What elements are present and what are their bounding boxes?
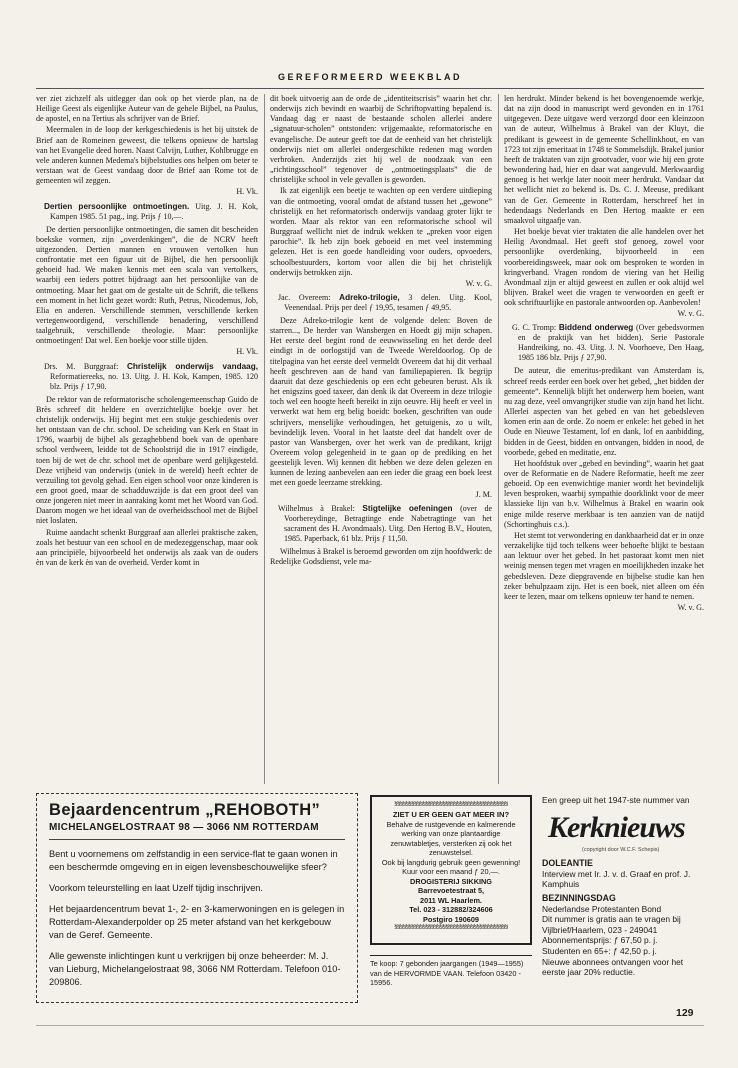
ad-text: Vijlbrief/Haarlem, 023 - 249041 [542, 924, 658, 935]
ad-kerknieuws [542, 795, 706, 995]
ad-address: MICHELANGELOSTRAAT 98 — 3066 NM ROTTERDAM [49, 822, 319, 833]
book-details: (over de Voorbereydinge, Betragtinge ende Nabetragtinge van het sacrament des H. Avondmaals). Uitg. Den Hertog B.V., Houten, 1985. Paperback, 61 blz. Prijs ƒ 11,50. [284, 503, 493, 543]
signature: W. v. G. [465, 278, 492, 288]
ad-rehoboth [36, 793, 358, 1003]
decorative-border-icon: §§§§§§§§§§§§§§§§§§§§§§§§§§§§§§§§§§§§§§§§ [394, 801, 508, 807]
column-rule [498, 94, 499, 784]
book-details: Uitg. J. H. Kok, Kampen 1985. 51 pag., ing. Prijs ƒ 10,—. [50, 201, 258, 221]
header-rule [36, 88, 704, 89]
signature: H. Vk. [236, 347, 258, 357]
paragraph: Deze Adreko-trilogie kent de volgende delen: Boven de starren..., De herder van Wansbergen en Hoedt gij mijn schapen. Het eerste deel begint rond de eeuwwisseling en het derde deel eindigt in de oorlogstijd van de Tweede Wereldoorlog. Op de titelpagina van het eerste deel vermeldt Overeem dat hij dit verhaal heeft geschreven aan de hand van familiepapieren. Ik begrijp daaruit dat deze geschiedenis op een echt gebeuren berust. Als ik het enigszins goed taxeer, dan denk ik dat Overeem in deze trilogie toch wel een hoogte heeft bereikt in zijn oeuvre. Hij heeft er veel in verwerkt wat hem erg belig boeidt: boeken, geschriften van oude schrijvers, menselijke verhoudingen, het getuigenis, zo u wilt, bevindelijk leven. Vooral in het laatste deel dat handelt over de pastor van Wansbergen, over het werk van de predikant, krijgt Overeem volop gelegenheid in te gaan op de prediking en het geestelijk leven. Wij kennen dit hebben we deze delen gelezen en kunnen de lezing aanbevelen aan een ieder die graag een boek leest met een goede leerzame strekking. [270, 315, 492, 488]
column-2 [270, 94, 492, 568]
paragraph: Meermalen in de loop der kerkgeschiedenis is het bij uitstek de Brief aan de Romeinen geweest, die telkens opnieuw de hartslag van het Evangelie deed horen. Naast Calvijn, Luther, Kohlbrugge en vele anderen kunnen Medema's bijbelstudies ons helpen om beter te verstaan wat de Geest vandaag door de Brief aan Rome tot de gemeenten wil zeggen. [36, 125, 258, 186]
paragraph: Het boekje bevat vier traktaten die alle handelen over het Heilig Avondmaal. Het geeft stof genoeg, zowel voor persoonlijke overdenking, bijvoorbeeld in een voorbereidingsweek, maar ook om besproken te worden in kringverband. Vragen rondom de viering van het Heilig Avondmaal zijn er altijd geweest en zullen er ook altijd wel blijven. Brakel weet die vragen te verwoorden en geeft er ook schriftuurlijke en pastorale antwoorden op. Aanbevolen! [504, 227, 704, 308]
signature: J. M. [475, 489, 492, 499]
ad-city: 2011 WL Haarlem. [420, 895, 482, 905]
paragraph: De auteur, die emeritus-predikant van Amsterdam is, schreef reeds eerder een boek over het gebed, „het bidden der gemeente”. Kennelijk blijft het onderwerp hem boeien, want nu zag deze, veel omvangrijker studie van zijn hand het licht. Allerlei aspecten van het gebed en van het gebedsleven komen erin aan de orde. Zo noem er enkele: het gebed in het Oude en Nieuwe Testament, lof en dank, lof en aanbidding, bidden in de Geest, bidden en ontvangen, bidden in nood, de voorbede, gebed en meditatie, enz. [504, 366, 704, 457]
book-author: Wilhelmus à Brakel: [278, 503, 355, 513]
column-rule [264, 94, 265, 784]
ad-paragraph: Voorkom teleurstelling en laat Uzelf tijdig inschrijven. [49, 883, 263, 893]
ad-text: Dit nummer is gratis aan te vragen bij [542, 914, 681, 925]
paragraph: Ruime aandacht schenkt Burggraaf aan allerlei praktische zaken, zoals het bestuur van een school en de medezeggenschap, maar ook aan principiële, bijvoorbeeld het onderwijs als zaak van de ouders èn van de kerk èn van de overheid. Verder komt in [36, 527, 258, 568]
ad-headline: ZIET U ER GEEN GAT MEER IN? [392, 810, 510, 819]
book-title: Biddend onderweg [558, 323, 634, 333]
signature: H. Vk. [236, 187, 258, 197]
ad-sikking [370, 795, 532, 945]
book-author: Jac. Overeem: [278, 292, 331, 302]
book-entry [44, 201, 258, 222]
ad-paragraph: Bent u voornemens om zelfstandig in een service-flat te gaan wonen in een beschermde omgeving en in eigen levensbeschouwelijke sfeer? [49, 849, 338, 872]
book-details: (Over gebedsvormen en de praktijk van het bidden). Serie Pastorale Handreiking, no. 43. Uitg. J. N. Voorhoeve, Den Haag, 1985 186 blz. Prijs ƒ 27,90. [518, 323, 704, 363]
ad-phone: Tel. 023 - 312882/324606 [409, 905, 493, 914]
paragraph: len herdrukt. Minder bekend is het bovengenoemde werkje, dat na zijn dood in manuscript werd gevonden en in 1761 uitgegeven. Deze uitgave werd verzorgd door een kleinzoon van de auteur, Wilhelmus à Brakel van der Kluyt, die predikant is geweest in de gemeente Schellinkhout, en van 1723 tot zijn emeritaat in 1748 te Sommelsdijk. Brakel junior heeft de traktaten van zijn grootvader, voor wie hij een grote bewondering had, hier en daar wat aangevuld. Merkwaardig genoeg is het werkje later nooit meer herdrukt. Vandaar dat het wellicht niet zo bekend is. Ds. C. J. Meeuse, predikant van de Ger. Gemeente in Rotterdam, herschreef het in hedendaags Nederlands en Den Hertog maakte er een smaakvol uitgaafje van. [504, 94, 704, 225]
page-number: 129 [676, 1007, 694, 1019]
paragraph: dit boek uitvoerig aan de orde de „identiteitscrisis” waarin het chr. onderwijs zich bevindt en waarbij de Schriftopvatting bepalend is. Vandaag dag er naast de bestaande scholen allerlei andere „signatuur-scholen” ontstonden: vrijgemaakte, reformatorische en evangelische. De auteur geeft toe dat de eenheid van het christelijk onderwijs niet om allerlei ondergeschikte redenen mag worden verbroken. Anderzijds ziet hij wel de noodzaak van een „richtingsschool” tegenover de „ontmoetingsplaats” die de christelijke school in vele gevallen is geworden. [270, 94, 492, 185]
ad-giro: Postgiro 190609 [423, 914, 479, 924]
ad-text: Abonnementsprijs: ƒ 67,50 p. j. [542, 935, 658, 946]
paragraph: De dertien persoonlijke ontmoetingen, die samen dit bescheiden boekske vormen, zijn „overdenkingen”, die de NCRV heeft uitgezonden. Dertien mannen en vrouwen vertolken hun confrontatie met een figuur uit de Bijbel, die hen persoonlijk geboeid had. We maken kennis met een scala van vertolkers, waarbij een ieders pottret bijdraagt aan het persoonlijke van de ontmoeting. Maar het gaat om de gestalte uit de Schrift, die telkens een moment in het licht gezet wordt: Ruth, Petrus, Nicodemus, Job, Elia en anderen. Verschillende stemmen, verschillende kerken vertegenwoordigend, verschillende benadering, verschillend taalgebruik, verschillende theologie. Maar: persoonlijke ontmoetingen! Dat wel. Een boekje voor stille tijden. [36, 224, 258, 346]
ad-price: Kuur voor een maand ƒ 20,—. [402, 867, 500, 876]
ad-text: Behalve de rustgevende en kalmerende werking van onze plantaardige zenuwtabletjes, versterken zij ook het zenuwstelsel. [386, 819, 516, 857]
kerknieuws-logo: Kerknieuws [548, 810, 685, 844]
ad-intro: Een greep uit het 1947-ste nummer van [542, 795, 690, 805]
book-title: Christelijk onderwijs vandaag, [126, 361, 258, 371]
ad-paragraph: Alle gewenste inlichtingen kunt u verkrijgen bij onze beheerder: M. J. van Lieburg, Michelangelostraat 98, 3066 NM Rotterdam. Telefoon 010-209806. [49, 951, 341, 987]
book-entry [44, 361, 258, 392]
book-entry [512, 323, 704, 363]
ad-text: Studenten en 65+: ƒ 42,50 p. j. [542, 945, 657, 956]
paragraph: ver ziet zichzelf als uitlegger dan ook op het vierde plan, na de Heilige Geest als eigenlijke Auteur van de gehele Bijbel, na Paulus, de apostel, en na Tertius als schrijver van de Brief. [36, 94, 258, 124]
ad-heading: BEZINNINGSDAG [542, 892, 616, 903]
book-author: G. C. Tromp: [512, 323, 557, 333]
book-title: Adreko-trilogie, [339, 292, 400, 302]
ad-text: Ook bij langdurig gebruik geen gewenning! [381, 857, 521, 867]
ad-street: Barrevoetestraat 5, [417, 886, 485, 895]
paragraph: Het hoofdstuk over „gebed en bevinding”, waarin het gaat over de Reformatie en de Nadere Reformatie, heeft me zeer geboeid. Op een evenwichtige manier wordt het bevindelijk leven besproken, waarbij sympathie doorklinkt voor de meer klassieke lijn van b.v. Wilhelmus à Brakel en waarin ook enige milde reserve merkbaar is ten aanzien van de natijd (Schortinghuis c.s.). [504, 458, 704, 529]
signature: W. v. G. [677, 603, 704, 613]
ad-paragraph: Het bejaardencentrum bevat 1-, 2- en 3-kamerwoningen en is gelegen in Rotterdam-Alexanderpolder op 25 meter afstand van het kerkgebouw van de Geref. Gemeente. [49, 904, 345, 940]
ad-title: Bejaardencentrum „REHOBOTH” [49, 801, 321, 819]
ad-text: Interview met Ir. J. v. d. Graaf en prof. J. Kamphuis [542, 868, 691, 890]
book-details: 3 delen. Uitg. Kool, Veenendaal. Prijs per deel ƒ 19,95, tesamen ƒ 49,95. [284, 292, 493, 312]
running-title: GEREFORMEERD WEEKBLAD [277, 72, 462, 82]
column-1 [36, 94, 258, 569]
paragraph: De rektor van de reformatorische scholengemeenschap Guido de Brès schreef dit heldere en overzichtelijke boekje over het christelijk onderwijs. Hij begint met een stukje geschiedenis over het ontstaan van de chr. school. De scheiding van Kerk en Staat in 1796, waarbij de bijbel als gezaghebbend boek van de openbare school verdween, leidde tot de Schoolstrijd die in 1917 eindigde, toen bij de wet de chr. school met de openbare werd gelijkgesteld. Deze vrijheid van onderwijs (uniek in de wereld) heeft echter de verzuiling tot gevolg gehad. Een eigen school voor onze kinderen is een groot goed, maar de schadduwzijde is dat een groot deel van onze jongeren niet meer in aanraking komt met het Woord van God. Daarom mogen we het ideaal van de overheidsschool met de Bijbel niet loslaten. [36, 394, 258, 526]
ad-text: Nederlandse Protestanten Bond [542, 903, 662, 914]
ad-text: Te koop: 7 gebonden jaargangen (1949—1955) van de HERVORMDE VAAN. Telefoon 03420 - 15956. [370, 959, 524, 987]
ad-for-sale [370, 955, 532, 988]
bottom-rule [36, 1025, 704, 1026]
decorative-border-icon: §§§§§§§§§§§§§§§§§§§§§§§§§§§§§§§§§§§§§§§§ [394, 924, 508, 930]
signature: W. v. G. [677, 309, 704, 319]
column-3 [504, 94, 704, 617]
book-title: Dertien persoonlijke ontmoetingen. [44, 201, 190, 211]
paragraph: Het stemt tot verwondering en dankbaarheid dat er in onze verzakelijke tijd toch telkens weer behoefte blijkt te bestaan aan lektuur over het gebed. In het pastoraat komt men niet weinig mensen tegen met vragen en moeilijkheden inzake het gebedsleven. Deze diepgravende en bijbelse studie kan hen zeker behulpzaam zijn. Het is een boek, niet alleen om één keer te lezen, maar om telkens opnieuw ter hand te nemen. [504, 530, 704, 601]
paragraph: Ik zat eigenlijk een beetje te wachten op een verdere uitdieping van die ontmoeting, vooral omdat de afstand tussen het „gewone” christelijk en het reformatorisch onderwijs vandaag groter lijkt te worden. Maar als rektor van een reformatorische school wil Burggraaf wellicht niet de indruk wekken te „preken voor eigen parochie”. Ik heb zijn boek geboeid en met veel instemming gelezen. Het is een goede handleiding voor ouders, opvoeders, schoolbestuurders, kortom voor allen die bij het christelijk onderwijs betrokken zijn. [270, 186, 492, 277]
ad-shop-name: DROGISTERIJ SIKKING [410, 876, 492, 886]
book-entry [278, 503, 493, 544]
paragraph: Wilhelmus à Brakel is beroemd geworden om zijn hoofdwerk: de Redelijke Godsdienst, vele ma- [270, 546, 492, 566]
book-author: Drs. M. Burggraaf: [44, 361, 119, 371]
book-details: Reformatiereeks, no. 13. Uitg. J. H. Kok, Kampen, 1985. 120 blz. Prijs ƒ 17,90. [50, 371, 258, 391]
book-entry [278, 292, 493, 313]
copyright-note: (copyright door W.C.F. Schepis) [582, 846, 660, 853]
ad-divider [49, 839, 345, 840]
ad-text: Nieuwe abonnees ontvangen voor het eerste jaar 20% reductie. [542, 956, 684, 978]
book-title: Stigtelijke oefeningen [362, 503, 453, 513]
ad-heading: DOLEANTIE [542, 858, 593, 869]
